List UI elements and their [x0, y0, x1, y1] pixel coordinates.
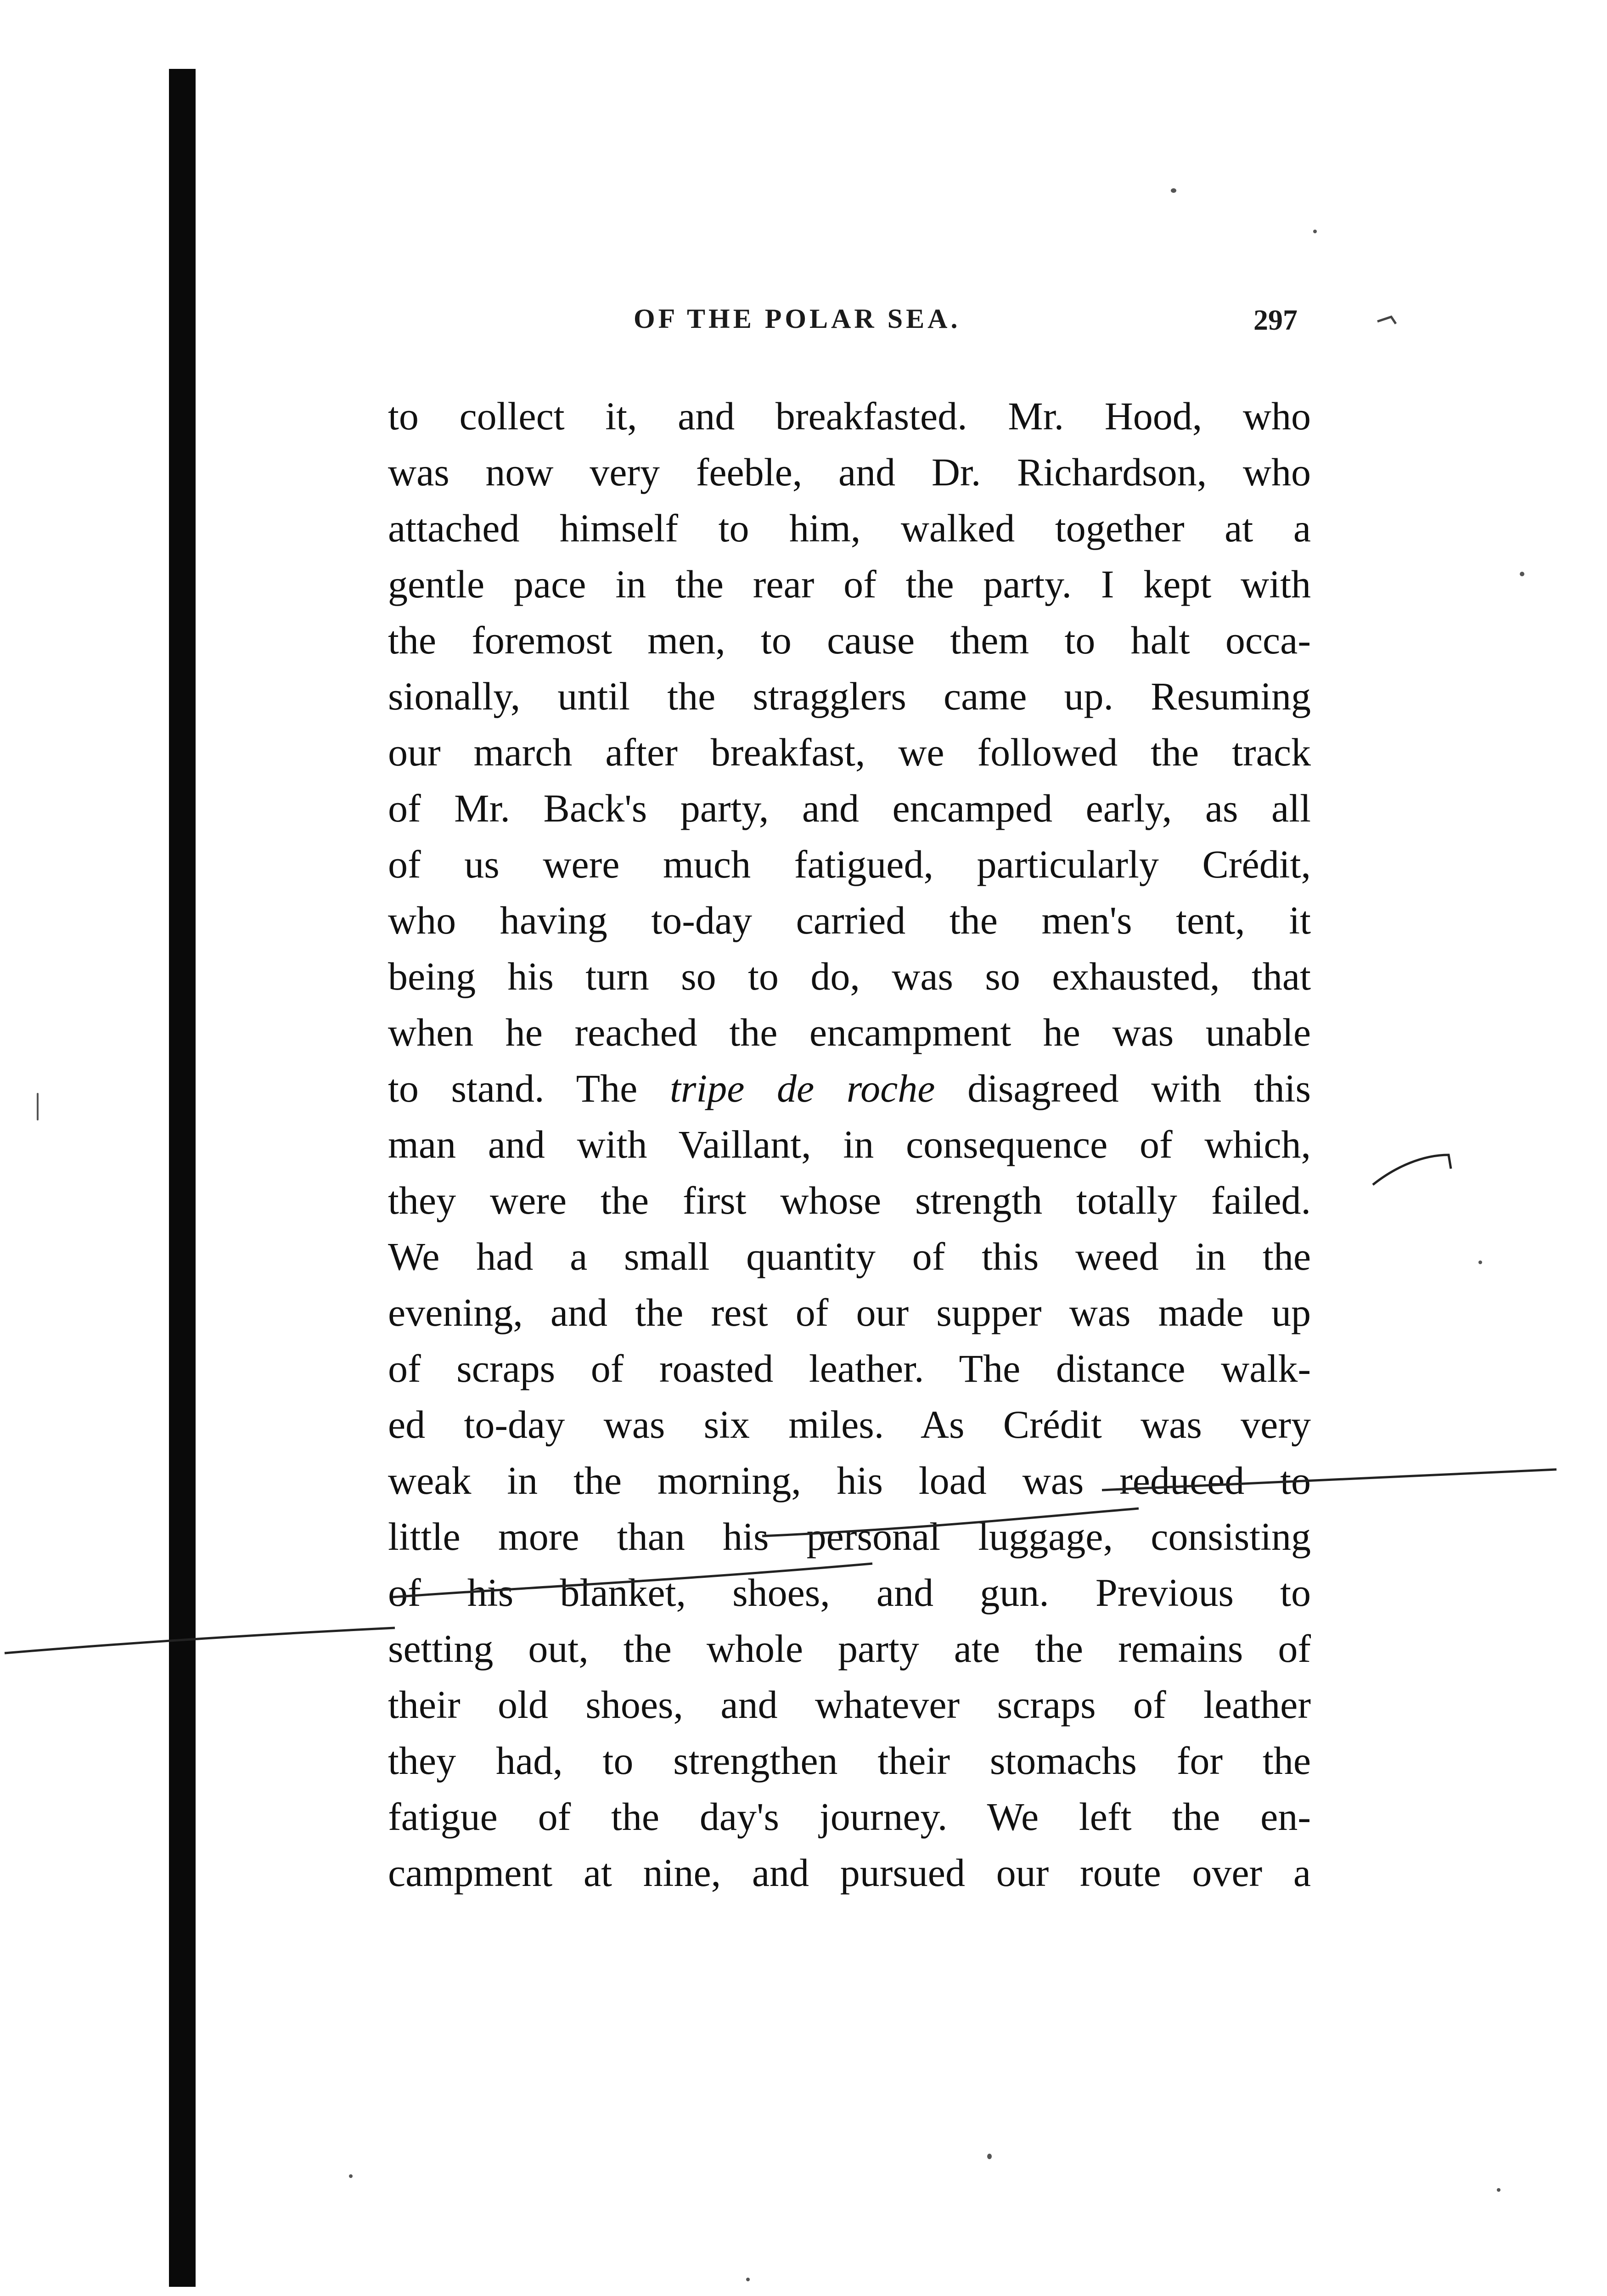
- text-line: We had a small quantity of this weed in the: [388, 1234, 1311, 1278]
- scan-speck: [1478, 1261, 1482, 1264]
- text-line: gentle pace in the rear of the party. I kept with: [388, 562, 1311, 606]
- text-line: their old shoes, and whatever scraps of leather: [388, 1683, 1311, 1727]
- text-line: campment at nine, and pursued our route over a: [388, 1851, 1311, 1895]
- body-text: [388, 388, 1311, 1901]
- text-line: of scraps of roasted leather. The distance walk-: [388, 1346, 1311, 1390]
- text-line: they were the first whose strength totally failed.: [388, 1178, 1311, 1222]
- text-line: fatigue of the day's journey. We left the en-: [388, 1795, 1311, 1839]
- italic-phrase: tripe de roche: [669, 1066, 935, 1110]
- scan-speck: [987, 2154, 992, 2159]
- text-line: little more than his personal luggage, consisting: [388, 1514, 1311, 1559]
- text-line-italic-phrase: [388, 1060, 1311, 1116]
- scan-speck: [349, 2174, 353, 2178]
- text-line: being his turn so to do, was so exhausted, that: [388, 954, 1311, 998]
- scan-speck: [1520, 572, 1524, 576]
- text-line: evening, and the rest of our supper was made up: [388, 1290, 1311, 1334]
- line-part: disagreed with this: [935, 1066, 1311, 1110]
- text-line: of his blanket, shoes, and gun. Previous to: [388, 1570, 1311, 1615]
- text-line: setting out, the whole party ate the remains of: [388, 1626, 1311, 1671]
- text-line: our march after breakfast, we followed the track: [388, 730, 1311, 774]
- scan-speck: [1171, 188, 1176, 193]
- scan-speck: [1313, 230, 1317, 233]
- binding-shadow: [169, 69, 196, 2287]
- scan-speck: [1497, 2188, 1500, 2192]
- page-number: 297: [1253, 304, 1298, 336]
- text-line: man and with Vaillant, in consequence of which,: [388, 1122, 1311, 1166]
- text-line: ed to-day was six miles. As Crédit was very: [388, 1402, 1311, 1446]
- text-line: weak in the morning, his load was reduced to: [388, 1458, 1311, 1503]
- scan-speck: [746, 2278, 750, 2281]
- text-line: when he reached the encampment he was unable: [388, 1010, 1311, 1054]
- text-line: sionally, until the stragglers came up. Resuming: [388, 674, 1311, 718]
- line-part: to stand. The: [388, 1066, 670, 1110]
- text-line: attached himself to him, walked together at a: [388, 506, 1311, 550]
- text-line: to collect it, and breakfasted. Mr. Hood, who: [388, 394, 1311, 438]
- running-title: OF THE POLAR SEA.: [634, 304, 961, 334]
- text-line: of Mr. Back's party, and encamped early, as all: [388, 786, 1311, 830]
- text-line: of us were much fatigued, particularly Crédit,: [388, 842, 1311, 886]
- text-line: the foremost men, to cause them to halt occa-: [388, 618, 1311, 662]
- scan-speck: [37, 1093, 39, 1120]
- text-line: who having to-day carried the men's tent, it: [388, 898, 1311, 942]
- text-line: was now very feeble, and Dr. Richardson, who: [388, 450, 1311, 494]
- text-line: they had, to strengthen their stomachs for the: [388, 1739, 1311, 1783]
